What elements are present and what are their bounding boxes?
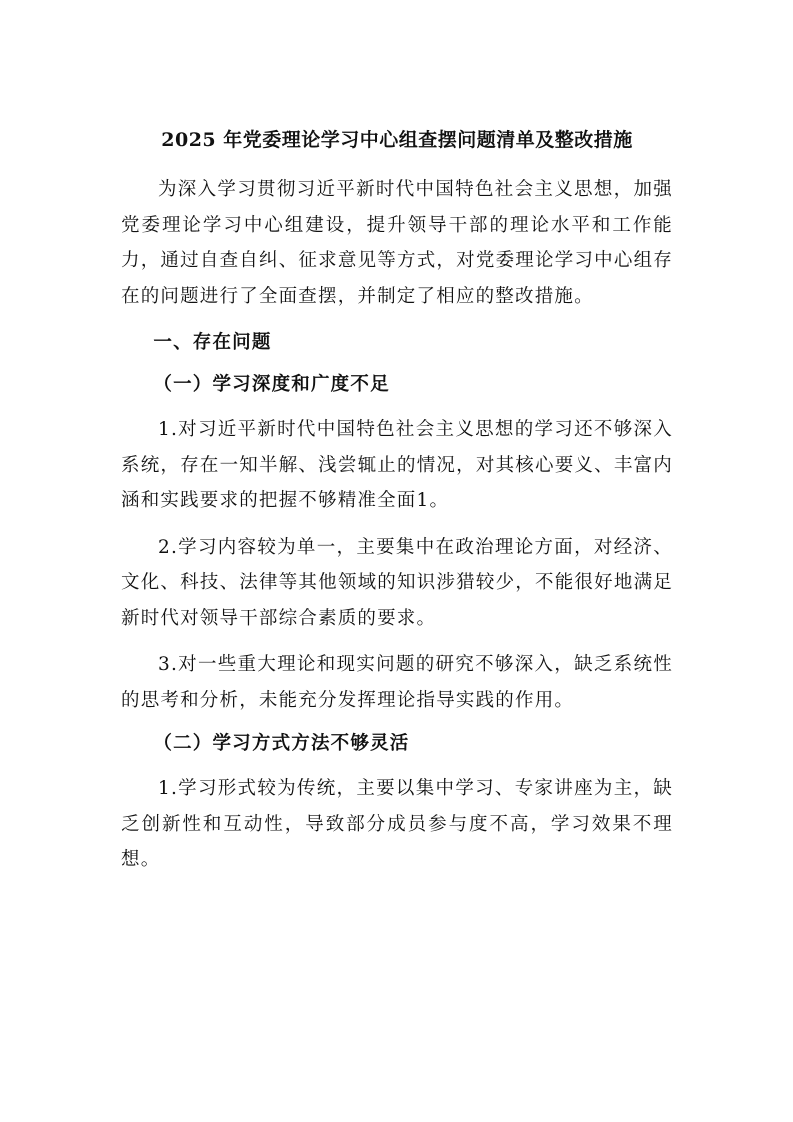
problem-item-2-1: 1.学习形式较为传统，主要以集中学习、专家讲座为主，缺乏创新性和互动性，导致部分成员参与度不高，学习效果不理想。 xyxy=(121,778,673,870)
problem-item-1-2: 2.学习内容较为单一，主要集中在政治理论方面，对经济、文化、科技、法律等其他领域的知识涉猎较少，不能很好地满足新时代对领导干部综合素质的要求。 xyxy=(121,536,673,629)
document-title: 2025 年党委理论学习中心组查摆问题清单及整改措施 xyxy=(161,129,633,151)
section-heading-problems: 一、存在问题 xyxy=(153,332,272,353)
subsection-heading-methods: （二）学习方式方法不够灵活 xyxy=(153,733,410,754)
subsection-heading-depth: （一）学习深度和广度不足 xyxy=(153,374,390,395)
problem-item-1-1: 1.对习近平新时代中国特色社会主义思想的学习还不够深入系统，存在一知半解、浅尝辄止的情况，对其核心要义、丰富内涵和实践要求的把握不够精准全面1。 xyxy=(121,419,673,511)
document-body xyxy=(121,126,673,878)
intro-paragraph: 为深入学习贯彻习近平新时代中国特色社会主义思想，加强党委理论学习中心组建设，提升领导干部的理论水平和工作能力，通过自查自纠、征求意见等方式，对党委理论学习中心组存在的问题进行了全面查摆，并制定了相应的整改措施。 xyxy=(121,179,673,307)
problem-item-1-3: 3.对一些重大理论和现实问题的研究不够深入，缺乏系统性的思考和分析，未能充分发挥理论指导实践的作用。 xyxy=(121,654,673,711)
